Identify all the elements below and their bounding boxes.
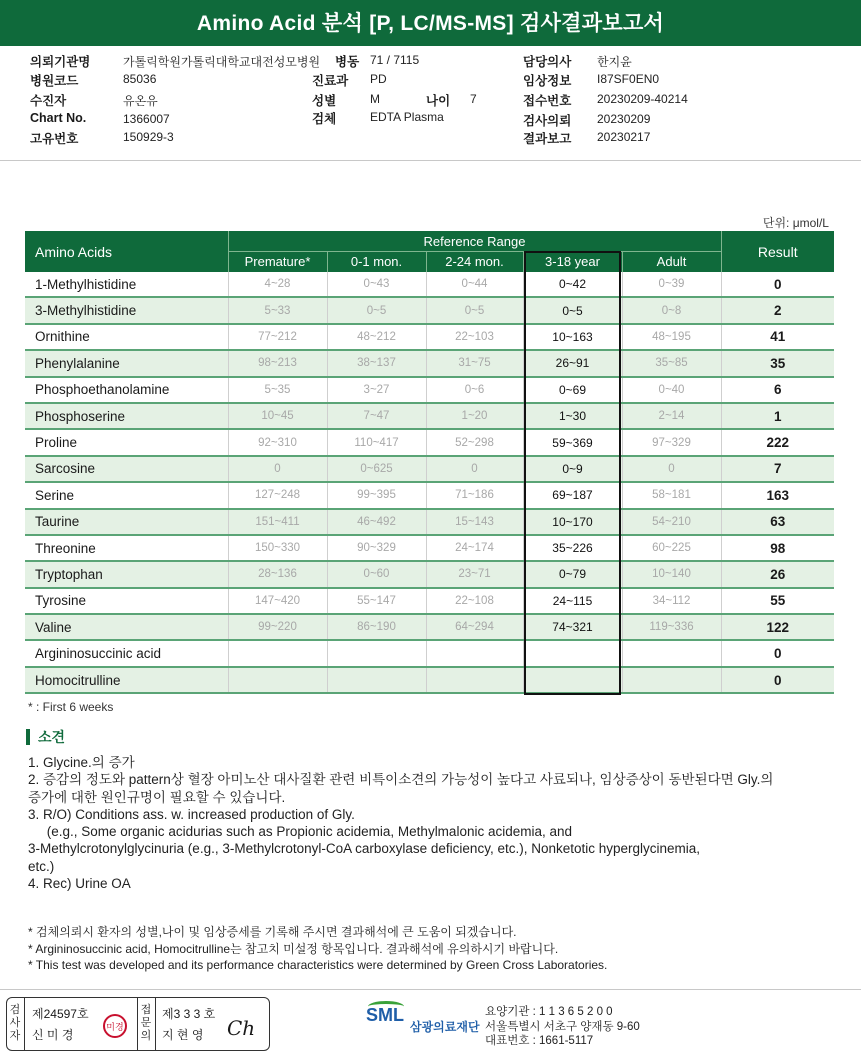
reference-range-cell [622,667,721,693]
doctor-value: 한지윤 [597,55,632,69]
result-value: 0 [721,667,834,693]
reference-range-cell: 86~190 [327,614,426,640]
specimen-value: EDTA Plasma [370,110,444,124]
amino-acid-name: Taurine [25,509,228,535]
table-row [25,456,834,482]
approver-number: 제3 3 3 호 [162,1007,216,1021]
table-row [25,561,834,587]
approver-label: 접 문 의 [140,1004,152,1042]
dept-label: 진료과 [312,74,349,88]
table-row [25,324,834,350]
reference-range-cell: 0~5 [426,297,523,323]
divider [0,989,861,990]
reference-range-cell: 0~43 [327,272,426,297]
clinical-label: 임상정보 [523,74,572,88]
table-row [25,535,834,561]
amino-acid-name: 3-Methylhistidine [25,297,228,323]
examiner-name: 신 미 경 [32,1028,74,1042]
reference-range-cell: 38~137 [327,350,426,376]
result-value: 122 [721,614,834,640]
hospital-code-label: 병원코드 [30,74,79,88]
reference-range-cell: 69~187 [523,482,622,508]
amino-acid-name: Phosphoserine [25,403,228,429]
unique-value: 150929-3 [123,130,174,144]
comment-line: 3-Methylcrotonylglycinuria (e.g., 3-Methylcrotonyl-CoA carboxylase deficiency, etc.), Nonketotic hyperglycinemia, [28,841,701,857]
result-value: 55 [721,588,834,614]
receipt-label: 접수번호 [523,94,572,108]
comment-line: 1. Glycine.의 증가 [28,755,135,770]
result-value: 0 [721,640,834,666]
result-value: 63 [721,509,834,535]
table-row [25,588,834,614]
reference-range-cell: 23~71 [426,561,523,587]
reference-range-cell: 31~75 [426,350,523,376]
amino-acid-name: Phosphoethanolamine [25,377,228,403]
table-row [25,403,834,429]
request-label: 검사의뢰 [523,114,572,128]
amino-acid-table [25,231,834,694]
reference-range-cell: 24~174 [426,535,523,561]
reference-range-cell: 1~20 [426,403,523,429]
reference-range-cell [523,667,622,693]
table-row [25,640,834,666]
reference-range-cell: 2~14 [622,403,721,429]
reference-range-cell [622,640,721,666]
examiner-label: 검 사 자 [9,1004,21,1042]
divider [0,160,861,161]
reference-range-cell: 59~369 [523,429,622,455]
reference-range-cell: 92~310 [228,429,327,455]
reference-range-cell: 3~27 [327,377,426,403]
reference-range-cell: 0~625 [327,456,426,482]
patient-value: 유온유 [123,94,158,108]
signature-box [6,997,270,1051]
table-row [25,509,834,535]
reference-range-cell: 0~79 [523,561,622,587]
reference-range-cell: 99~220 [228,614,327,640]
reference-range-cell: 0~8 [622,297,721,323]
reference-range-cell: 4~28 [228,272,327,297]
table-row [25,272,834,297]
header-ref-col: 2-24 mon. [426,251,523,272]
reference-range-cell: 0~9 [523,456,622,482]
age-label: 나이 [426,94,451,108]
reference-range-cell: 15~143 [426,509,523,535]
reference-range-cell: 64~294 [426,614,523,640]
reference-range-cell: 35~226 [523,535,622,561]
note-line: * Argininosuccinic acid, Homocitrulline는 참고치 미설정 항목입니다. 결과해석에 유의하시기 바랍니다. [28,941,559,956]
header-ref-col: Adult [622,251,721,272]
institution-value: 가톨릭학원가톨릭대학교대전성모병원 [123,55,321,69]
unique-label: 고유번호 [30,132,79,146]
amino-acid-name: Threonine [25,535,228,561]
reference-range-cell: 28~136 [228,561,327,587]
amino-acid-name: Proline [25,429,228,455]
reference-range-cell: 1~30 [523,403,622,429]
notes [28,924,848,974]
header-ref-col: 3-18 year [523,251,622,272]
reference-range-cell [327,667,426,693]
amino-acid-name: Sarcosine [25,456,228,482]
reference-range-cell: 24~115 [523,588,622,614]
reference-range-cell: 119~336 [622,614,721,640]
result-value: 98 [721,535,834,561]
reference-range-cell: 77~212 [228,324,327,350]
result-value: 1 [721,403,834,429]
amino-acid-name: Ornithine [25,324,228,350]
reference-range-cell: 10~45 [228,403,327,429]
amino-acid-name: Argininosuccinic acid [25,640,228,666]
org-line: 대표번호 : 1661-5117 [485,1035,594,1047]
reference-range-cell: 147~420 [228,588,327,614]
table-row [25,377,834,403]
amino-acid-name: 1-Methylhistidine [25,272,228,297]
reference-range-cell [228,640,327,666]
comment-line: etc.) [28,858,55,874]
reference-range-cell: 99~395 [327,482,426,508]
specimen-label: 검체 [312,112,337,126]
reference-range-cell [327,640,426,666]
header-reference-range: Reference Range [228,231,721,251]
table-row [25,667,834,693]
amino-acid-name: Serine [25,482,228,508]
reference-range-cell: 35~85 [622,350,721,376]
amino-acid-name: Phenylalanine [25,350,228,376]
sml-logo: SML [366,1005,404,1025]
chart-value: 1366007 [123,112,170,126]
table-row [25,482,834,508]
reference-range-cell: 10~163 [523,324,622,350]
reference-range-cell: 0~60 [327,561,426,587]
result-value: 2 [721,297,834,323]
comment-line: 증가에 대한 원인규명이 필요할 수 있습니다. [28,789,286,805]
reference-range-cell: 5~35 [228,377,327,403]
chart-label: Chart No. [30,111,87,125]
reference-range-cell: 0~40 [622,377,721,403]
result-value: 6 [721,377,834,403]
handwritten-signature: Ch [227,1016,256,1040]
header-amino-acids: Amino Acids [25,231,228,272]
reference-range-cell [426,640,523,666]
comment-line: 2. 증감의 정도와 pattern상 혈장 아미노산 대사질환 관련 비특이소견의 가능성이 높다고 사료되나, 임상증상이 동반된다면 Gly.의 [28,772,774,788]
note-line: * 검체의뢰시 환자의 성별,나이 및 임상증세를 기록해 주시면 결과해석에 큰 도움이 되겠습니다. [28,925,517,939]
reference-range-cell [426,667,523,693]
reference-range-cell: 127~248 [228,482,327,508]
report-title: Amino Acid 분석 [P, LC/MS-MS] 검사결과보고서 [0,0,861,46]
reference-range-cell: 52~298 [426,429,523,455]
seal-stamp-icon: 미경 [103,1014,127,1038]
table-row [25,350,834,376]
report-label: 결과보고 [523,132,572,146]
comments [28,754,828,892]
table-row [25,614,834,640]
reference-range-cell: 110~417 [327,429,426,455]
reference-range-cell: 58~181 [622,482,721,508]
table-row [25,297,834,323]
reference-range-cell: 0~39 [622,272,721,297]
note-line: * This test was developed and its performance characteristics were determined by Green Cross Laboratories. [28,958,608,972]
reference-range-cell: 60~225 [622,535,721,561]
request-value: 20230209 [597,112,651,126]
result-value: 26 [721,561,834,587]
table-row [25,429,834,455]
reference-range-cell: 22~108 [426,588,523,614]
amino-acid-name: Tyrosine [25,588,228,614]
receipt-value: 20230209-40214 [597,92,688,106]
reference-range-cell: 90~329 [327,535,426,561]
age-value: 7 [470,92,477,106]
reference-range-cell: 46~492 [327,509,426,535]
result-value: 7 [721,456,834,482]
org-line: 서울특별시 서초구 양재동 9-60 [485,1020,640,1033]
reference-range-cell: 7~47 [327,403,426,429]
reference-range-cell: 10~170 [523,509,622,535]
result-value: 35 [721,350,834,376]
reference-range-cell: 0 [622,456,721,482]
reference-range-cell: 5~33 [228,297,327,323]
reference-range-cell: 71~186 [426,482,523,508]
reference-range-cell: 151~411 [228,509,327,535]
doctor-label: 담당의사 [523,55,572,69]
reference-range-cell: 98~213 [228,350,327,376]
comment-line: 4. Rec) Urine OA [28,876,131,892]
reference-range-cell: 74~321 [523,614,622,640]
reference-range-cell: 48~195 [622,324,721,350]
reference-range-cell: 0 [426,456,523,482]
dept-value: PD [370,72,387,86]
reference-range-cell: 0~44 [426,272,523,297]
amino-acid-name: Homocitrulline [25,667,228,693]
comment-line: (e.g., Some organic acidurias such as Propionic acidemia, Methylmalonic acidemia, and [28,824,573,840]
reference-range-cell: 48~212 [327,324,426,350]
org-name: 삼광의료재단 [410,1020,480,1034]
amino-acid-name: Valine [25,614,228,640]
reference-range-cell: 0~42 [523,272,622,297]
reference-range-cell: 22~103 [426,324,523,350]
header-ref-col: Premature* [228,251,327,272]
hospital-code-value: 85036 [123,72,157,86]
result-value: 163 [721,482,834,508]
reference-range-cell: 26~91 [523,350,622,376]
table-footnote: * : First 6 weeks [28,700,114,714]
org-info [485,1005,640,1049]
reference-range-cell: 0~5 [523,297,622,323]
header-ref-col: 0-1 mon. [327,251,426,272]
ward-label: 병동 [335,55,360,69]
reference-range-cell: 0~5 [327,297,426,323]
reference-range-cell [228,667,327,693]
patient-label: 수진자 [30,94,67,108]
reference-range-cell: 55~147 [327,588,426,614]
comment-line: 3. R/O) Conditions ass. w. increased production of Gly. [28,806,355,822]
institution-label: 의뢰기관명 [30,55,91,69]
unit-label: 단위: μmol/L [762,216,829,230]
reference-range-cell: 97~329 [622,429,721,455]
result-value: 0 [721,272,834,297]
sex-label: 성별 [312,94,337,108]
org-line: 요양기관 : 1 1 3 6 5 2 0 0 [485,1006,613,1018]
reference-range-cell [523,640,622,666]
result-value: 222 [721,429,834,455]
section-title: 소견 [26,729,65,745]
examiner-number: 제24597호 [32,1007,89,1021]
amino-acid-name: Tryptophan [25,561,228,587]
reference-range-cell: 0~6 [426,377,523,403]
clinical-value: I87SF0EN0 [597,72,660,86]
result-value: 41 [721,324,834,350]
reference-range-cell: 0~69 [523,377,622,403]
ward-value: 71 / 7115 [370,53,420,67]
report-value: 20230217 [597,130,651,144]
reference-range-cell: 150~330 [228,535,327,561]
reference-range-cell: 0 [228,456,327,482]
sex-value: M [370,92,380,106]
header-result: Result [721,231,834,272]
reference-range-cell: 10~140 [622,561,721,587]
reference-range-cell: 54~210 [622,509,721,535]
approver-name: 지 현 영 [162,1028,204,1042]
reference-range-cell: 34~112 [622,588,721,614]
